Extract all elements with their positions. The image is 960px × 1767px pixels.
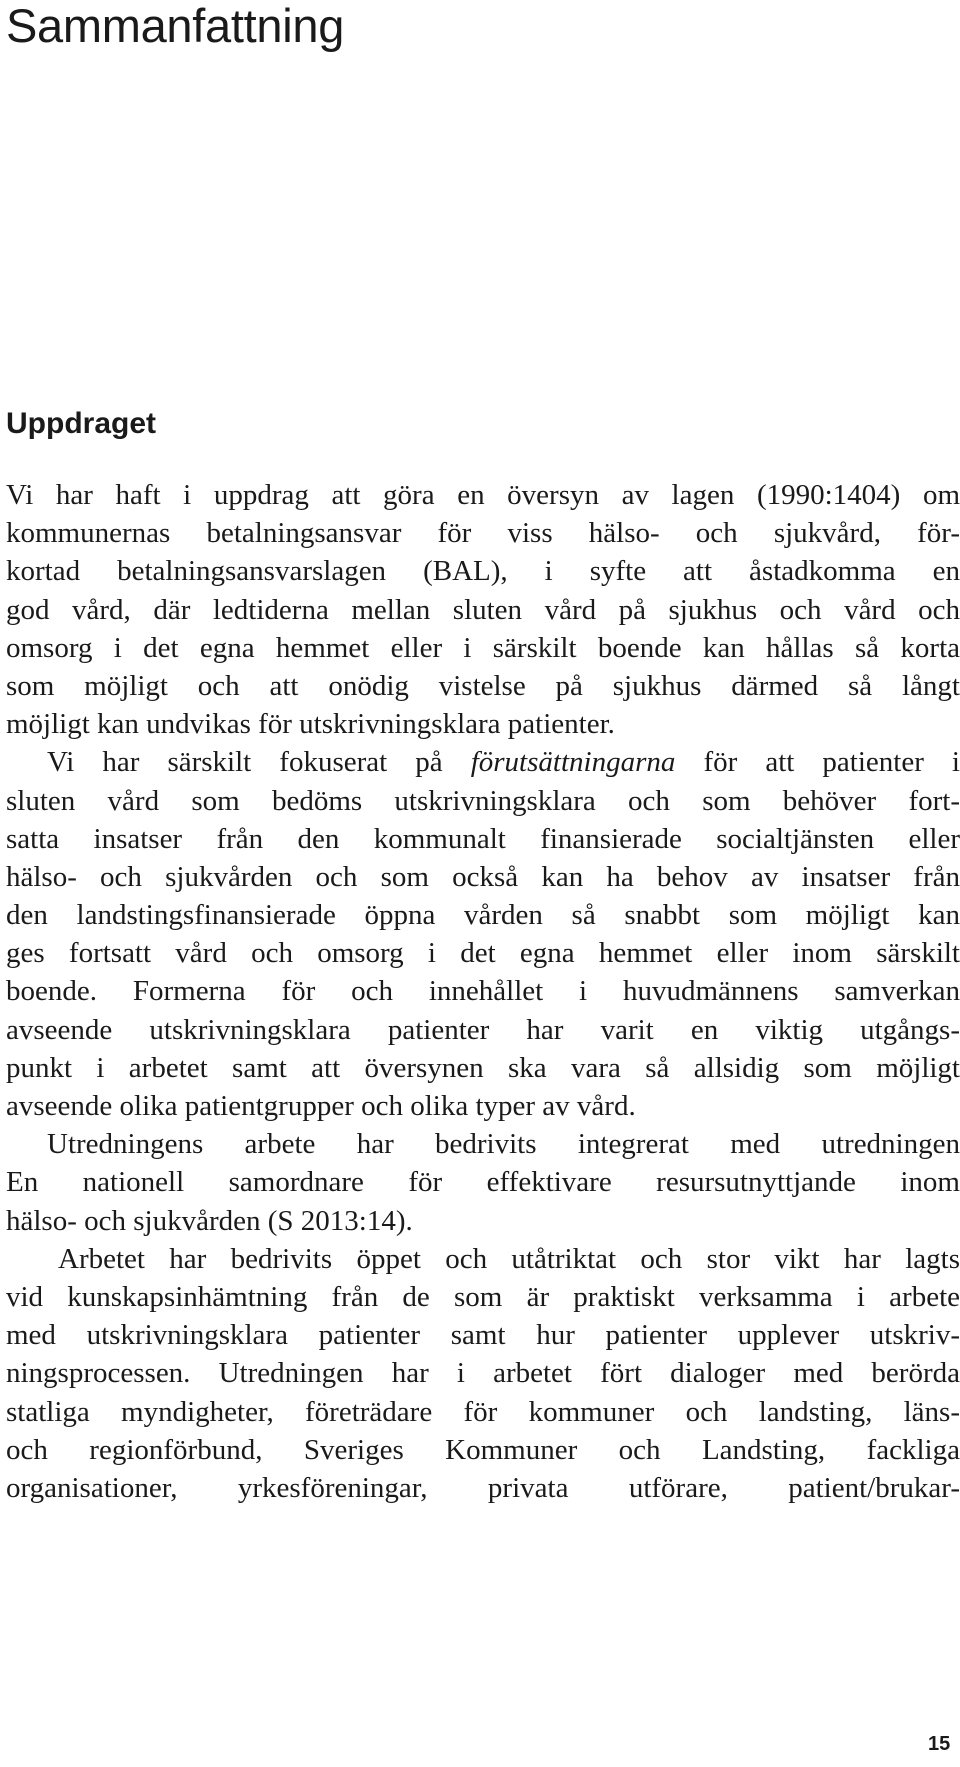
text-line bbox=[6, 743, 960, 781]
text-line: organisationer, yrkesföreningar, privata utförare, patient/brukar- bbox=[6, 1471, 960, 1504]
page-number: 15 bbox=[928, 1733, 951, 1755]
page-title: Sammanfattning bbox=[6, 0, 345, 52]
text-line: med utskrivningsklara patienter samt hur patienter upplever utskriv- bbox=[6, 1319, 960, 1352]
text-run: Vi har särskilt fokuserat på bbox=[47, 746, 471, 779]
section-heading: Uppdraget bbox=[6, 407, 156, 440]
body-text bbox=[6, 476, 960, 1507]
paragraph-2 bbox=[6, 743, 960, 1125]
text-line: satta insatser från den kommunalt finansierade socialtjänsten eller bbox=[6, 822, 960, 855]
text-run: för att patienter i bbox=[675, 746, 960, 779]
text-line: ges fortsatt vård och omsorg i det egna hemmet eller inom särskilt bbox=[6, 937, 960, 970]
text-line: den landstingsfinansierade öppna vården så snabbt som möjligt kan bbox=[6, 899, 960, 932]
text-line: vid kunskapsinhämtning från de som är praktiskt verksamma i arbete bbox=[6, 1280, 960, 1313]
text-line: möjligt kan undvikas för utskrivningsklara patienter. bbox=[6, 708, 615, 741]
emphasis-text: förutsättningarna bbox=[470, 746, 676, 779]
text-line: Arbetet har bedrivits öppet och utåtriktat och stor vikt har lagts bbox=[58, 1242, 960, 1275]
text-line: Utredningens arbete har bedrivits integrerat med utredningen bbox=[47, 1128, 960, 1161]
text-line: boende. Formerna för och innehållet i huvudmännens samverkan bbox=[6, 975, 960, 1008]
text-line: hälso- och sjukvården (S 2013:14). bbox=[6, 1204, 413, 1237]
text-line: hälso- och sjukvården och som också kan ha behov av insatser från bbox=[6, 860, 960, 893]
text-line: ningsprocessen. Utredningen har i arbetet fört dialoger med berörda bbox=[6, 1357, 960, 1390]
paragraph-4 bbox=[6, 1240, 960, 1507]
text-line: sluten vård som bedöms utskrivningsklara och som behöver fort- bbox=[6, 784, 960, 817]
text-line: avseende olika patientgrupper och olika typer av vård. bbox=[6, 1090, 636, 1122]
text-line: och regionförbund, Sveriges Kommuner och Landsting, fackliga bbox=[6, 1433, 960, 1466]
text-line: En nationell samordnare för effektivare resursutnyttjande inom bbox=[6, 1166, 960, 1199]
text-line: kortad betalningsansvarslagen (BAL), i syfte att åstadkomma en bbox=[6, 555, 960, 588]
paragraph-3 bbox=[6, 1125, 960, 1240]
paragraph-1 bbox=[6, 476, 960, 743]
text-line: god vård, där ledtiderna mellan sluten vård på sjukhus och vård och bbox=[6, 593, 960, 626]
text-line: avseende utskrivningsklara patienter har varit en viktig utgångs- bbox=[6, 1013, 960, 1046]
text-line: omsorg i det egna hemmet eller i särskilt boende kan hållas så korta bbox=[6, 631, 960, 664]
text-line: statliga myndigheter, företrädare för kommuner och landsting, läns- bbox=[6, 1395, 960, 1428]
text-line: punkt i arbetet samt att översynen ska vara så allsidig som möjligt bbox=[6, 1051, 960, 1084]
text-line: Vi har haft i uppdrag att göra en översyn av lagen (1990:1404) om bbox=[6, 479, 960, 511]
text-line: kommunernas betalningsansvar för viss hälso- och sjukvård, för- bbox=[6, 517, 960, 550]
text-line: som möjligt och att onödig vistelse på sjukhus därmed så långt bbox=[6, 669, 960, 702]
